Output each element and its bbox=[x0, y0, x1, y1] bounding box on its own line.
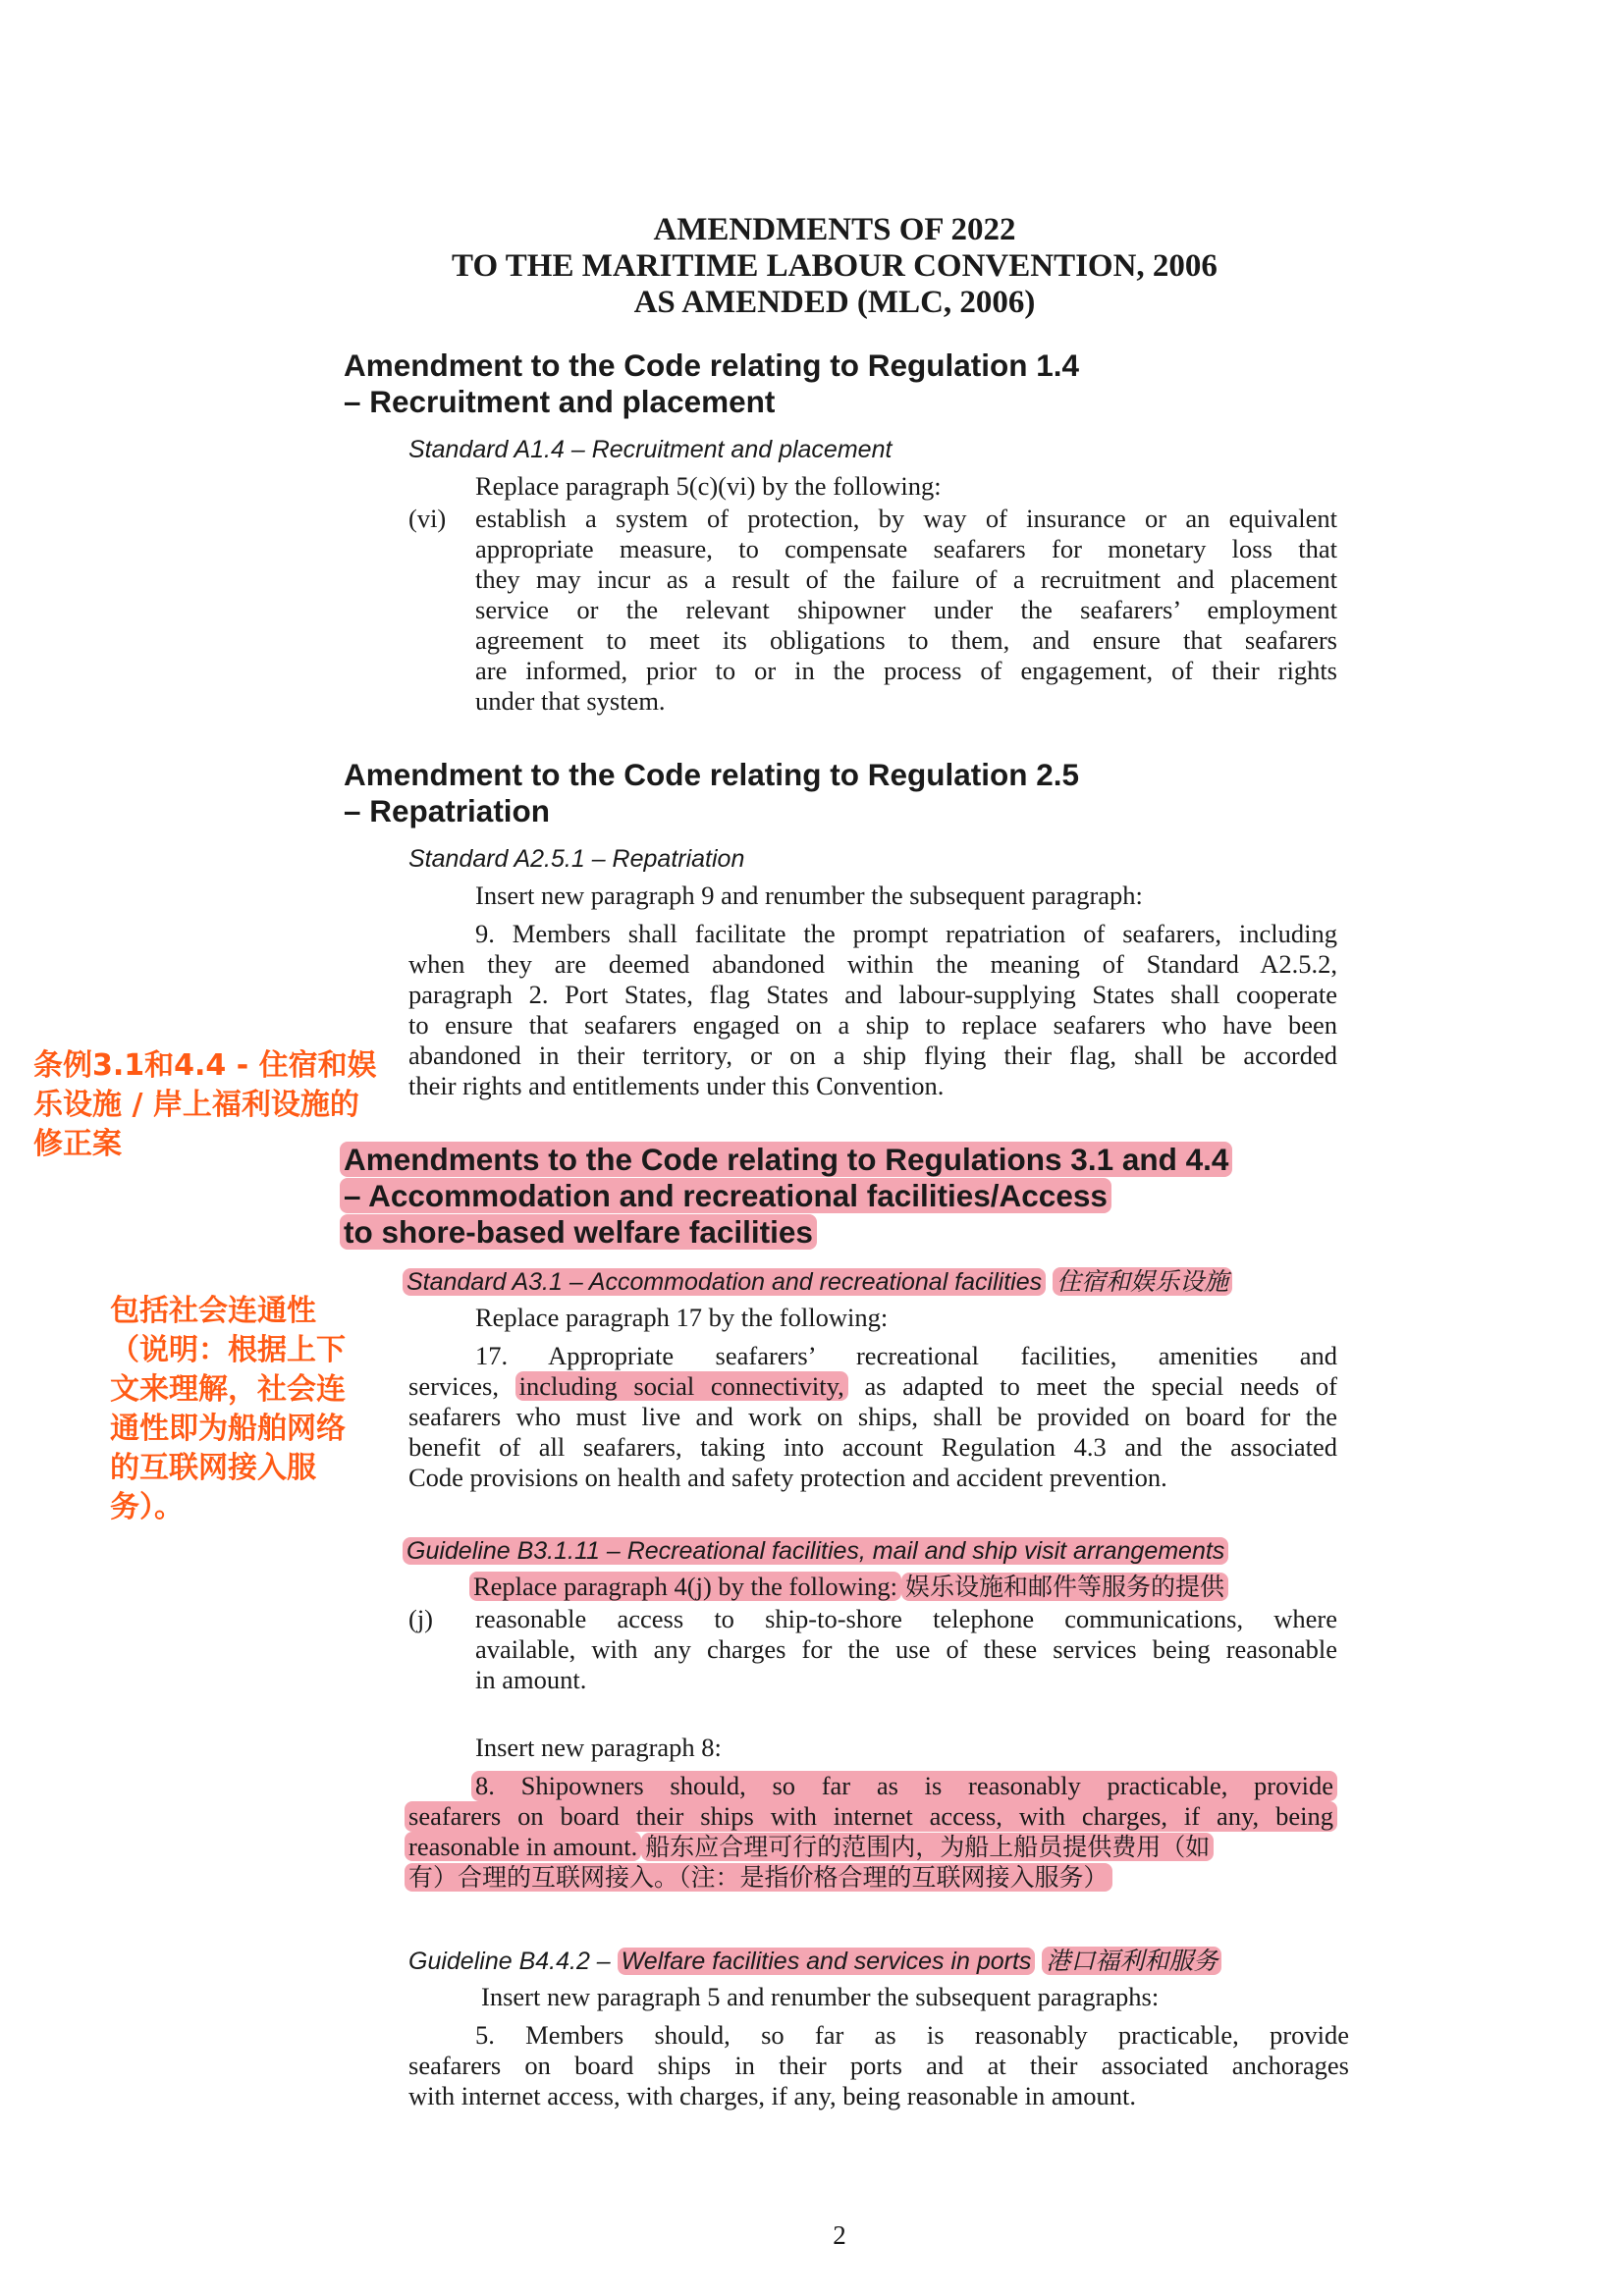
paragraph-line: when they are deemed abandoned within the meaning of Standard A2.5.2, bbox=[408, 949, 1337, 979]
paragraph-line: establish a system of protection, by way of insurance or an equivalent bbox=[475, 504, 1337, 533]
section1-paragraph-vi bbox=[475, 504, 1337, 717]
section1-heading bbox=[344, 347, 1079, 420]
paragraph-line: reasonable in amount. bbox=[405, 1832, 641, 1861]
guideline-instruction-text: Replace paragraph 4(j) by the following: bbox=[469, 1572, 901, 1601]
paragraph-line bbox=[408, 1371, 1337, 1402]
paragraph-line: to ensure that seafarers engaged on a ship to replace seafarers who have been bbox=[408, 1010, 1337, 1040]
paragraph-5 bbox=[408, 2020, 1349, 2111]
annotation-line: 通性即为船舶网络 bbox=[110, 1412, 346, 1446]
section2-heading bbox=[344, 757, 1079, 829]
annotation-line: （说明：根据上下 bbox=[110, 1333, 346, 1367]
annotation-line: 条例3.1和4.4 - 住宿和娱 bbox=[33, 1048, 377, 1083]
guideline-b442-instruction: Insert new paragraph 5 and renumber the subsequent paragraphs: bbox=[481, 1982, 1160, 2011]
section3-standard bbox=[403, 1267, 1232, 1297]
paragraph-line: available, with any charges for the use of these services being reasonable bbox=[475, 1634, 1337, 1664]
paragraph-line: abandoned in their territory, or on a ship flying their flag, shall be accorded bbox=[408, 1041, 1337, 1070]
paragraph-line: are informed, prior to or in the process of engagement, of their rights bbox=[475, 656, 1337, 685]
document-title bbox=[295, 212, 1375, 321]
paragraph-8 bbox=[405, 1771, 1337, 1893]
annotation-note-regulations bbox=[33, 1046, 377, 1164]
section1-instruction: Replace paragraph 5(c)(vi) by the following: bbox=[475, 471, 942, 501]
paragraph-line: seafarers on board their ships with internet access, with charges, if any, being bbox=[405, 1801, 1337, 1832]
annotation-line: 修正案 bbox=[33, 1127, 122, 1161]
paragraph-line: agreement to meet its obligations to them, and ensure that seafarers bbox=[475, 625, 1337, 655]
guideline-b442 bbox=[408, 1947, 1221, 1976]
title-line-3: AS AMENDED (MLC, 2006) bbox=[633, 285, 1036, 320]
item-label-j: (j) bbox=[408, 1604, 434, 1633]
section2-heading-line-2: – Repatriation bbox=[344, 793, 551, 828]
standard-a31-label: Standard A3.1 – Accommodation and recreational facilities bbox=[403, 1268, 1046, 1296]
paragraph-line: seafarers on board ships in their ports and at their associated anchorages bbox=[408, 2051, 1349, 2080]
section3-heading-line-1: Amendments to the Code relating to Regulations 3.1 and 4.4 bbox=[340, 1142, 1232, 1177]
insert-paragraph-8-instruction: Insert new paragraph 8: bbox=[475, 1733, 722, 1762]
paragraph-line: in amount. bbox=[475, 1665, 587, 1694]
annotation-note-social-connectivity bbox=[110, 1292, 346, 1527]
paragraph-line: under that system. bbox=[475, 686, 666, 716]
section1-heading-line-2: – Recruitment and placement bbox=[344, 384, 776, 419]
paragraph-j bbox=[475, 1604, 1337, 1695]
section2-instruction: Insert new paragraph 9 and renumber the subsequent paragraph: bbox=[475, 881, 1143, 910]
paragraph-17 bbox=[408, 1341, 1337, 1493]
paragraph-line: Code provisions on health and safety protection and accident prevention. bbox=[408, 1463, 1167, 1492]
paragraph-line: 8. Shipowners should, so far as is reasonably practicable, provide bbox=[471, 1771, 1337, 1801]
paragraph-line: their rights and entitlements under this Convention. bbox=[408, 1071, 945, 1100]
paragraph-8-translation-1: 船东应合理可行的范围内，为船上船员提供费用（如 bbox=[641, 1833, 1214, 1861]
paragraph-line: 17. Appropriate seafarers’ recreational facilities, amenities and bbox=[475, 1341, 1337, 1370]
annotation-line: 务）。 bbox=[110, 1490, 184, 1524]
paragraph-fragment: services, bbox=[408, 1371, 499, 1401]
paragraph-line: reasonable access to ship-to-shore telephone communications, where bbox=[475, 1604, 1337, 1633]
paragraph-line: 9. Members shall facilitate the prompt repatriation of seafarers, including bbox=[475, 919, 1337, 948]
item-label-vi: (vi) bbox=[408, 504, 447, 533]
annotation-line: 的互联网接入服 bbox=[110, 1451, 316, 1485]
guideline-instruction-translation: 娱乐设施和邮件等服务的提供 bbox=[901, 1573, 1228, 1601]
paragraph-line: benefit of all seafarers, taking into account Regulation 4.3 and the associated bbox=[408, 1432, 1337, 1462]
paragraph-8-translation-2: 有）合理的互联网接入。（注：是指价格合理的互联网接入服务） bbox=[405, 1863, 1112, 1892]
guideline-b442-translation: 港口福利和服务 bbox=[1042, 1947, 1221, 1975]
paragraph-line: with internet access, with charges, if any, being reasonable in amount. bbox=[408, 2081, 1137, 2110]
paragraph-line: appropriate measure, to compensate seafarers for monetary loss that bbox=[475, 534, 1337, 563]
section3-heading-line-2: – Accommodation and recreational facilities/Access bbox=[340, 1178, 1111, 1213]
guideline-instruction bbox=[469, 1572, 1228, 1602]
section3-instruction: Replace paragraph 17 by the following: bbox=[475, 1303, 889, 1332]
paragraph-line: paragraph 2. Port States, flag States and labour-supplying States shall cooperate bbox=[408, 980, 1337, 1009]
paragraph-line: they may incur as a result of the failure of a recruitment and placement bbox=[475, 564, 1337, 594]
paragraph-line: 5. Members should, so far as is reasonably practicable, provide bbox=[475, 2020, 1349, 2050]
highlight-social-connectivity: including social connectivity, bbox=[515, 1371, 848, 1401]
section2-standard: Standard A2.5.1 – Repatriation bbox=[408, 845, 745, 873]
title-line-2: TO THE MARITIME LABOUR CONVENTION, 2006 bbox=[452, 248, 1218, 284]
guideline-b3111 bbox=[403, 1536, 1228, 1566]
annotation-line: 文来理解，社会连 bbox=[110, 1372, 346, 1407]
annotation-line: 乐设施 / 岸上福利设施的 bbox=[33, 1088, 359, 1122]
page-number: 2 bbox=[833, 2220, 846, 2250]
section2-heading-line-1: Amendment to the Code relating to Regulation 2.5 bbox=[344, 757, 1080, 792]
guideline-b442-prefix: Guideline B4.4.2 – bbox=[408, 1948, 611, 1975]
standard-a31-translation: 住宿和娱乐设施 bbox=[1053, 1267, 1232, 1296]
paragraph-line: seafarers who must live and work on ships, shall be provided on board for the bbox=[408, 1402, 1337, 1431]
section3-heading-line-3: to shore-based welfare facilities bbox=[340, 1214, 817, 1250]
annotation-line: 包括社会连通性 bbox=[110, 1294, 316, 1328]
paragraph-line: service or the relevant shipowner under the seafarers’ employment bbox=[475, 595, 1337, 624]
section1-standard: Standard A1.4 – Recruitment and placement bbox=[408, 436, 893, 463]
guideline-b3111-label: Guideline B3.1.11 – Recreational facilities, mail and ship visit arrangements bbox=[403, 1537, 1228, 1565]
section1-heading-line-1: Amendment to the Code relating to Regulation 1.4 bbox=[344, 347, 1080, 383]
section3-heading bbox=[340, 1142, 1232, 1251]
paragraph-fragment: as adapted to meet the special needs of bbox=[864, 1371, 1338, 1401]
section2-paragraph-9 bbox=[408, 919, 1337, 1101]
guideline-b442-title: Welfare facilities and services in ports bbox=[618, 1948, 1036, 1975]
title-line-1: AMENDMENTS OF 2022 bbox=[653, 212, 1016, 247]
